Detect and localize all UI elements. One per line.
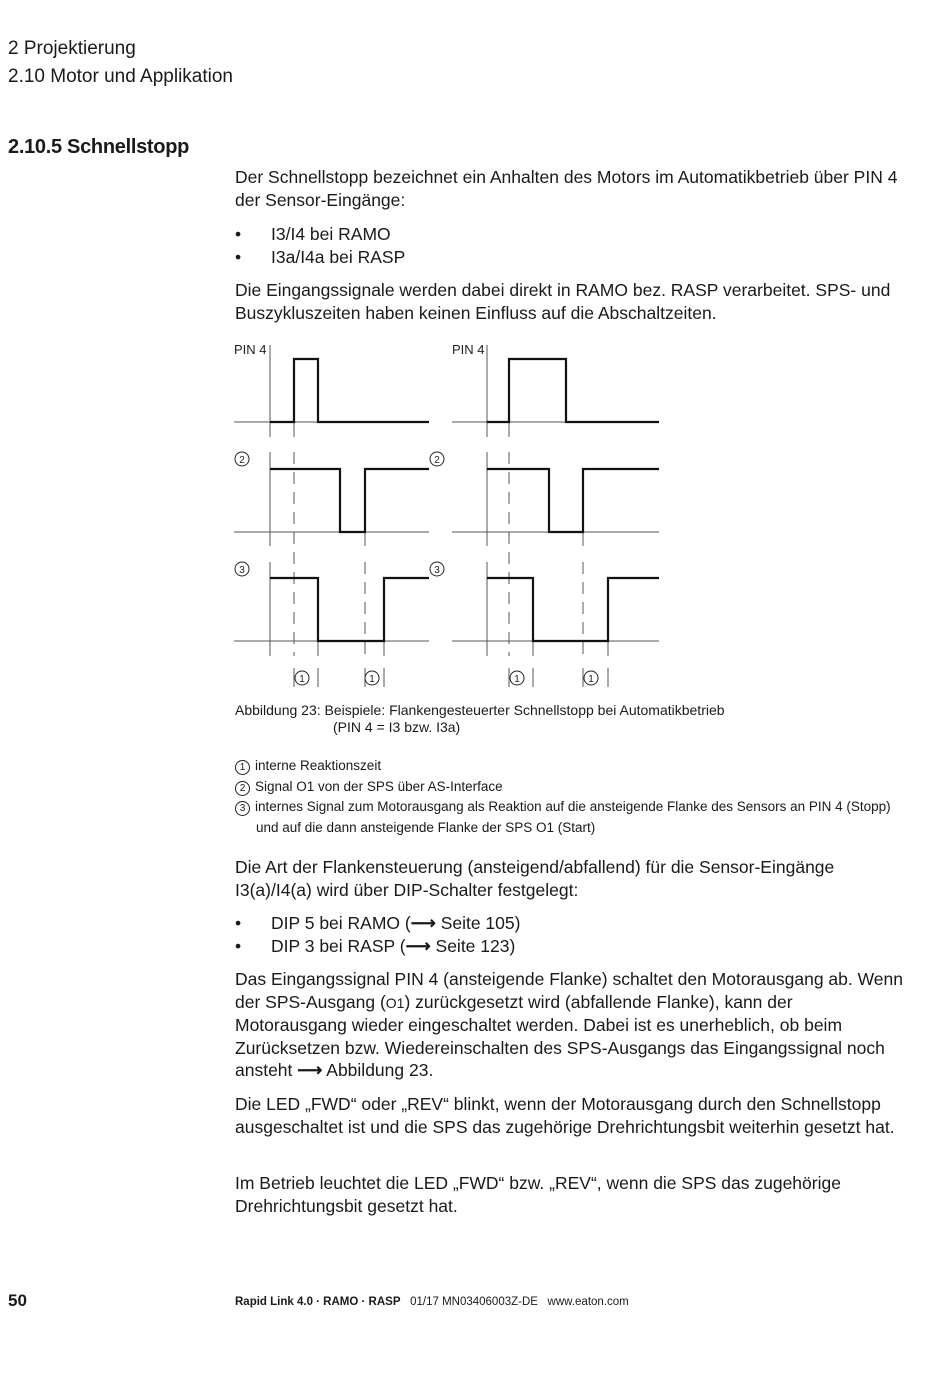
marker-1 <box>365 671 379 685</box>
svg-text:3: 3 <box>434 565 440 576</box>
marker-2 <box>430 452 444 466</box>
signal-pin4-right <box>487 359 659 422</box>
svg-text:1: 1 <box>369 674 375 685</box>
signal-o1-right <box>487 469 659 532</box>
paragraph-led-on: Im Betrieb leuchtet die LED „FWD“ bzw. „REV“, wenn die SPS das zugehörige Drehrichtungsbit gesetzt hat. <box>235 1173 841 1216</box>
paragraph-pin4: Das Eingangssignal PIN 4 (ansteigende Flanke) schaltet den Motorausgang ab. Wenn der SPS-Ausgang (O1) zurückgesetzt wird (abfallende Flanke), kann der Motorausgang wieder eingeschaltet werden. Dabei ist es unerheblich, ob beim Zurücksetzen bzw. Wiedereinschalten des SPS-Ausgangs das Eingangssignal noch ansteht ⟶ Abbildung 23. <box>235 969 903 1080</box>
marker-3 <box>430 562 444 576</box>
svg-text:2: 2 <box>434 455 440 466</box>
header-chapter: 2 Projektierung <box>8 38 136 59</box>
page-link[interactable]: Seite 123 <box>435 935 510 956</box>
signal-motor-left <box>270 578 429 641</box>
section-heading: 2.10.5 Schnellstopp <box>8 136 190 158</box>
bullet-item: • DIP 3 bei RASP (⟶ Seite 123) <box>235 935 905 958</box>
signal-pin4-left <box>270 359 429 422</box>
legend-item: 2 Signal O1 von der SPS über AS-Interface <box>235 777 895 798</box>
marker-1 <box>510 671 524 685</box>
svg-text:3: 3 <box>239 565 245 576</box>
bullet-list-dip <box>235 912 905 957</box>
paragraph-signals: Die Eingangssignale werden dabei direkt in RAMO bez. RASP verarbeitet. SPS- und Buszykluszeiten haben keinen Einfluss auf die Abschaltzeiten. <box>235 280 891 323</box>
paragraph-led-blink: Die LED „FWD“ oder „REV“ blinkt, wenn der Motorausgang durch den Schnellstopp ausgeschaltet ist und die SPS das zugehörige Drehrichtungsbit weiterhin gesetzt hat. <box>235 1094 895 1137</box>
arrow-icon: ⟶ <box>297 1060 323 1080</box>
marker-2 <box>235 452 249 466</box>
arrow-icon: ⟶ <box>405 935 431 956</box>
marker-3 <box>235 562 249 576</box>
figure-link[interactable]: Abbildung 23. <box>326 1060 434 1080</box>
arrow-icon: ⟶ <box>410 913 436 933</box>
svg-text:2: 2 <box>239 455 245 466</box>
paragraph-dip: Die Art der Flankensteuerung (ansteigend/abfallend) für die Sensor-Eingänge I3(a)/I4(a) wird über DIP-Schalter festgelegt: <box>235 857 835 900</box>
pin4-label: PIN 4 <box>234 342 267 357</box>
legend-item: 3 internes Signal zum Motorausgang als Reaktion auf die ansteigende Flanke des Sensors an PIN 4 (Stopp) und auf die dann ansteigende Flanke der SPS O1 (Start) <box>235 797 895 838</box>
legend-item: 1 interne Reaktionszeit <box>235 756 895 777</box>
marker-1 <box>295 671 309 685</box>
header-section: 2.10 Motor und Applikation <box>8 66 233 87</box>
page-link[interactable]: Seite 105 <box>440 913 515 933</box>
bullet-item: • I3a/I4a bei RASP <box>235 246 905 269</box>
bullet-item: • I3/I4 bei RAMO <box>235 223 905 246</box>
pin4-label: PIN 4 <box>452 342 485 357</box>
svg-text:1: 1 <box>588 674 594 685</box>
page-number: 50 <box>8 1291 27 1310</box>
figure-legend <box>235 756 895 838</box>
figure-caption-sub: (PIN 4 = I3 bzw. I3a) <box>333 719 461 735</box>
marker-1 <box>584 671 598 685</box>
svg-text:1: 1 <box>299 674 305 685</box>
website-link[interactable]: www.eaton.com <box>547 1296 629 1308</box>
svg-text:1: 1 <box>514 674 520 685</box>
intro-paragraph: Der Schnellstopp bezeichnet ein Anhalten des Motors im Automatikbetrieb über PIN 4 der Sensor-Eingänge: <box>235 167 898 210</box>
signal-motor-right <box>487 578 659 641</box>
figure-caption: Abbildung 23: Beispiele: Flankengesteuerter Schnellstopp bei Automatikbetrieb <box>235 702 725 718</box>
bullet-item: • DIP 5 bei RAMO (⟶ Seite 105) <box>235 912 905 935</box>
footer: Rapid Link 4.0 · RAMO · RASP 01/17 MN03406003Z-DE www.eaton.com <box>235 1296 629 1308</box>
